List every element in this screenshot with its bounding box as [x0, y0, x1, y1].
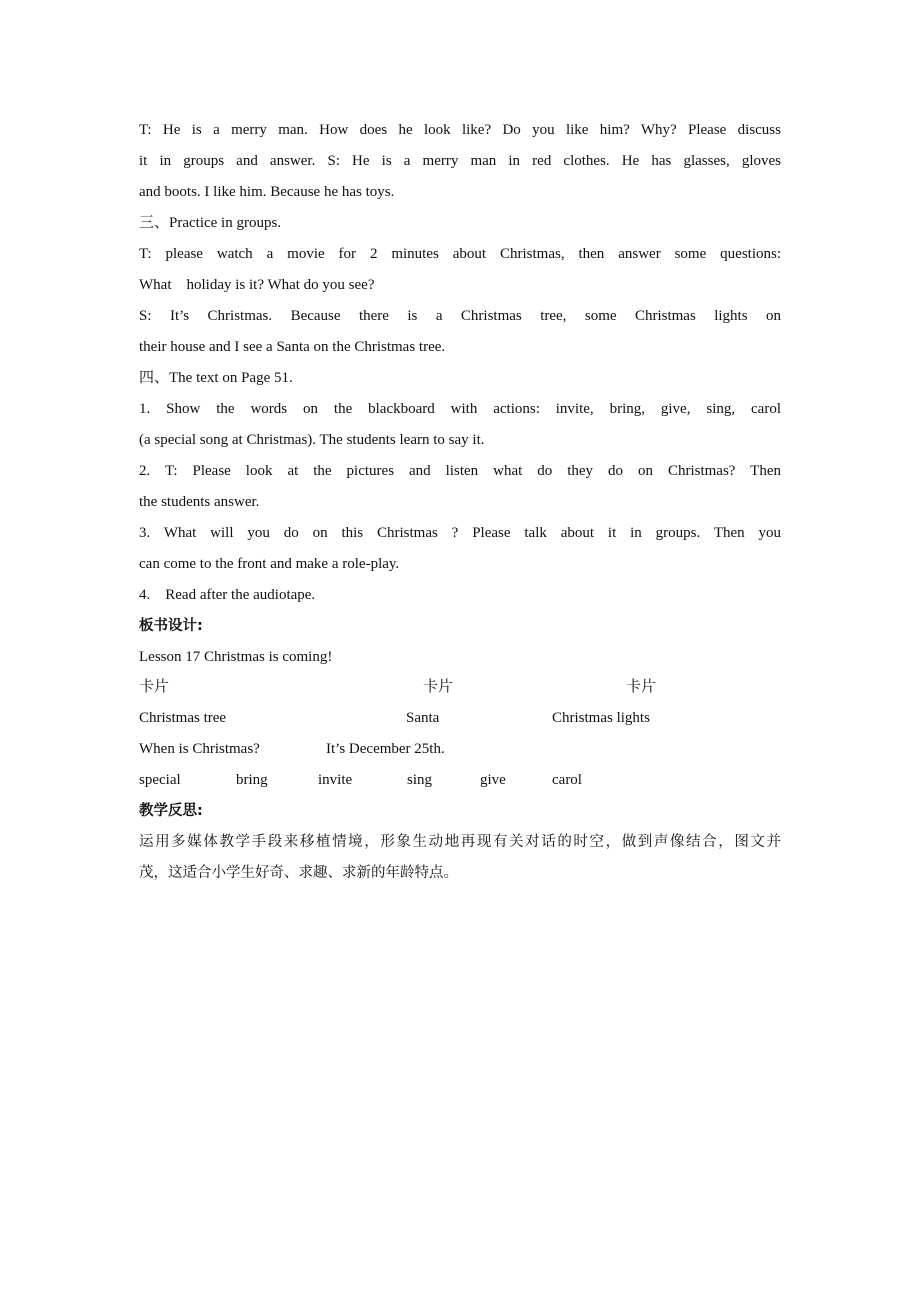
reflection-heading: 教学反思:	[139, 803, 203, 819]
list-item-2: 2. T: Please look at the pictures and listen what do they do on Christmas? Then	[139, 463, 781, 479]
board-design-heading: 板书设计:	[139, 618, 203, 634]
board-question: When is Christmas?	[139, 741, 260, 757]
card-item: Christmas tree	[139, 710, 227, 726]
paragraph-line: T: He is a merry man. How does he look like? Do you like him? Why? Please discuss	[139, 122, 781, 138]
vocab-word: special	[139, 772, 181, 788]
card-label: 卡片	[626, 679, 657, 695]
reflection-line: 茂，这适合小学生好奇、求趣、求新的年龄特点。	[139, 865, 458, 881]
vocab-word: carol	[552, 772, 582, 788]
paragraph-line: and boots. I like him. Because he has toys.	[139, 184, 395, 200]
paragraph-line: it in groups and answer. S: He is a merry man in red clothes. He has glasses, gloves	[139, 153, 781, 169]
paragraph-line: T: please watch a movie for 2 minutes about Christmas, then answer some questions:	[139, 246, 781, 262]
reflection-line: 运用多媒体教学手段来移植情境，形象生动地再现有关对话的时空，做到声像结合，图文并	[139, 834, 781, 850]
card-label: 卡片	[423, 679, 454, 695]
card-item: Santa	[406, 710, 440, 726]
vocab-word: bring	[236, 772, 268, 788]
paragraph-line: their house and I see a Santa on the Christmas tree.	[139, 339, 446, 355]
vocab-word: give	[480, 772, 506, 788]
paragraph-line: can come to the front and make a role-play.	[139, 556, 400, 572]
section-heading-text: 四、The text on Page 51.	[139, 370, 293, 386]
list-item-4: 4. Read after the audiotape.	[139, 587, 316, 603]
section-heading-practice: 三、Practice in groups.	[139, 215, 282, 231]
board-answer: It’s December 25th.	[326, 741, 445, 757]
list-item-1: 1. Show the words on the blackboard with actions: invite, bring, give, sing, carol	[139, 401, 781, 417]
card-item: Christmas lights	[552, 710, 650, 726]
vocab-word: invite	[318, 772, 353, 788]
paragraph-line: What holiday is it? What do you see?	[139, 277, 375, 293]
paragraph-line: the students answer.	[139, 494, 260, 510]
vocab-word: sing	[407, 772, 433, 788]
card-label: 卡片	[139, 679, 170, 695]
paragraph-line: (a special song at Christmas). The students learn to say it.	[139, 432, 485, 448]
lesson-title: Lesson 17 Christmas is coming!	[139, 649, 333, 665]
paragraph-line: S: It’s Christmas. Because there is a Christmas tree, some Christmas lights on	[139, 308, 781, 324]
list-item-3: 3. What will you do on this Christmas ? Please talk about it in groups. Then you	[139, 525, 781, 541]
